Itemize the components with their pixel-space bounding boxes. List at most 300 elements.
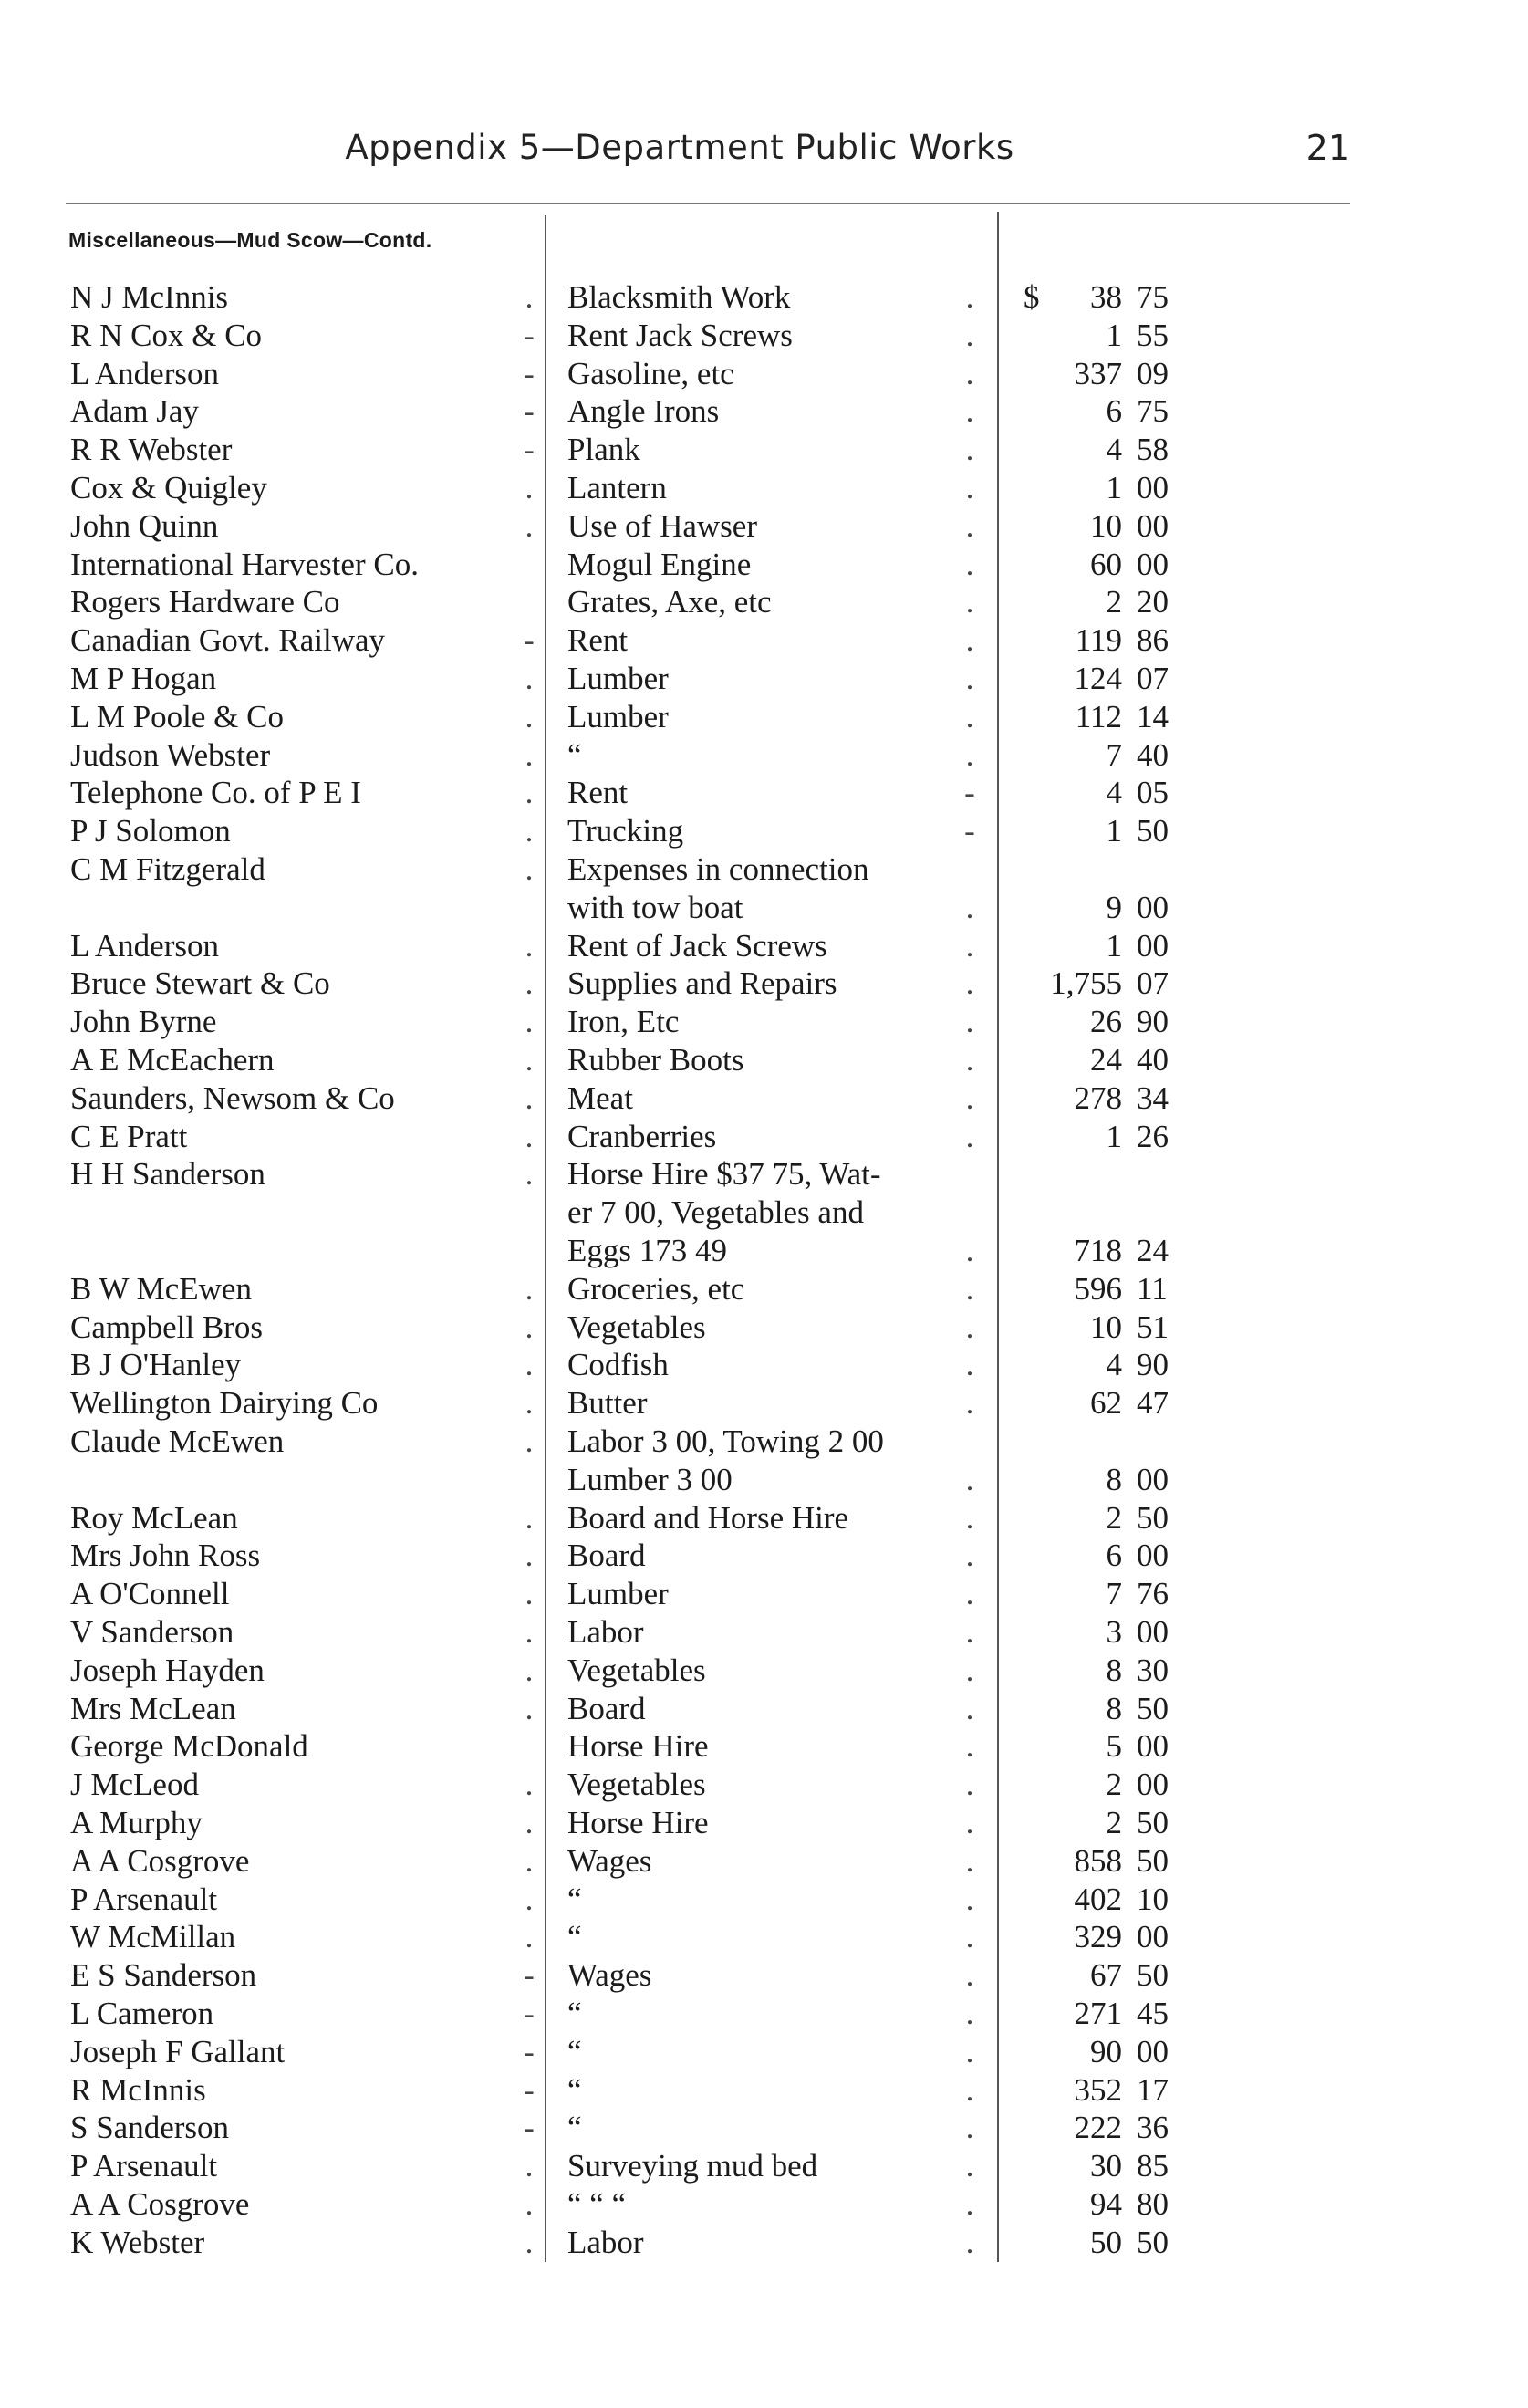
- ledger-row: [0, 1080, 1528, 1119]
- leader-mark: .: [965, 1996, 974, 2031]
- item-description: Vegetables: [567, 1652, 706, 1688]
- ledger-row: [0, 318, 1528, 356]
- leader-mark: .: [965, 2186, 974, 2222]
- item-description: Rent of Jack Screws: [567, 927, 827, 964]
- amount-cents: 90: [1137, 1004, 1169, 1040]
- amount-cents: 30: [1137, 1652, 1169, 1688]
- leader-mark: -: [524, 1996, 535, 2031]
- leader-mark: .: [965, 1614, 974, 1650]
- payee-name: J McLeod: [70, 1767, 199, 1803]
- item-description: “: [567, 1919, 582, 1955]
- item-description: Grates, Axe, etc: [567, 584, 772, 620]
- leader-mark: .: [965, 1767, 974, 1803]
- ledger-row: [0, 279, 1528, 318]
- leader-mark: -: [524, 317, 535, 353]
- amount-dollars: 124: [1074, 661, 1122, 696]
- amount-dollars: 222: [1074, 2110, 1122, 2146]
- leader-mark: .: [525, 1308, 534, 1345]
- amount-dollars: 1: [1106, 927, 1122, 964]
- payee-name: C M Fitzgerald: [70, 851, 265, 887]
- payee-name: John Byrne: [70, 1004, 217, 1040]
- item-description: Lantern: [567, 470, 667, 506]
- amount-cents: 50: [1137, 1499, 1169, 1536]
- item-description: Groceries, etc: [567, 1270, 745, 1307]
- item-description: Supplies and Repairs: [567, 965, 837, 1002]
- amount-cents: 55: [1137, 317, 1169, 353]
- leader-mark: .: [965, 1004, 974, 1040]
- amount-dollars: 94: [1090, 2186, 1122, 2222]
- amount-dollars: 352: [1074, 2071, 1122, 2108]
- ledger-row: [0, 699, 1528, 737]
- leader-mark: .: [965, 546, 974, 582]
- leader-mark: -: [524, 432, 535, 468]
- item-description: Codfish: [567, 1347, 669, 1383]
- ledger-row: [0, 584, 1528, 622]
- leader-mark: .: [965, 1652, 974, 1688]
- payee-name: A O'Connell: [70, 1576, 230, 1612]
- ledger-row: [0, 470, 1528, 508]
- leader-mark: .: [525, 1156, 534, 1193]
- leader-mark: .: [525, 1614, 534, 1650]
- payee-name: L Anderson: [70, 355, 219, 391]
- leader-mark: .: [965, 1881, 974, 1917]
- leader-mark: .: [525, 813, 534, 850]
- amount-cents: 50: [1137, 1805, 1169, 1840]
- leader-mark: .: [965, 2110, 974, 2146]
- ledger-row: [0, 1309, 1528, 1348]
- ledger-row: [0, 622, 1528, 661]
- ledger-row: [0, 1156, 1528, 1194]
- payee-name: R R Webster: [70, 432, 233, 468]
- payee-name: N J McInnis: [70, 279, 229, 315]
- leader-mark: .: [525, 1538, 534, 1574]
- ledger-row: [0, 356, 1528, 394]
- payee-name: B W McEwen: [70, 1270, 252, 1307]
- leader-mark: .: [965, 1461, 974, 1497]
- leader-mark: .: [525, 1576, 534, 1612]
- leader-mark: .: [525, 1270, 534, 1307]
- leader-mark: -: [524, 2033, 535, 2069]
- amount-cents: 17: [1137, 2071, 1169, 2108]
- amount-dollars: 2: [1106, 584, 1122, 620]
- amount-dollars: 6: [1106, 1538, 1122, 1574]
- amount-dollars: 337: [1074, 355, 1122, 391]
- amount-dollars: 7: [1106, 1576, 1122, 1612]
- amount-dollars: 8: [1106, 1690, 1122, 1726]
- ledger-row: [0, 1957, 1528, 1996]
- ledger-row: [0, 890, 1528, 928]
- payee-name: Joseph Hayden: [70, 1652, 265, 1688]
- amount-cents: 00: [1137, 889, 1169, 925]
- leader-mark: .: [965, 1308, 974, 1345]
- ledger-row: [0, 2110, 1528, 2148]
- leader-mark: .: [525, 1499, 534, 1536]
- leader-mark: .: [525, 507, 534, 544]
- amount-dollars: 858: [1074, 1842, 1122, 1879]
- item-description: “: [567, 2071, 582, 2108]
- page-number: 21: [1305, 128, 1350, 168]
- amount-cents: 26: [1137, 1118, 1169, 1154]
- leader-mark: .: [965, 1499, 974, 1536]
- leader-mark: .: [965, 355, 974, 391]
- ledger-row: [0, 1805, 1528, 1843]
- amount-cents: 00: [1137, 507, 1169, 544]
- payee-name: Saunders, Newsom & Co: [70, 1079, 395, 1116]
- amount-dollars: 10: [1090, 507, 1122, 544]
- leader-mark: .: [525, 1805, 534, 1840]
- item-description: Rent: [567, 622, 629, 659]
- amount-cents: 50: [1137, 1842, 1169, 1879]
- leader-mark: .: [525, 1652, 534, 1688]
- leader-mark: .: [525, 1767, 534, 1803]
- leader-mark: .: [525, 470, 534, 506]
- item-description: Lumber: [567, 698, 669, 735]
- leader-mark: -: [524, 1957, 535, 1994]
- payee-name: Mrs McLean: [70, 1690, 236, 1726]
- leader-mark: .: [965, 1118, 974, 1154]
- amount-cents: 36: [1137, 2110, 1169, 2146]
- amount-cents: 24: [1137, 1233, 1169, 1268]
- ledger-row: [0, 965, 1528, 1004]
- amount-cents: 76: [1137, 1576, 1169, 1612]
- amount-dollars: 2: [1106, 1499, 1122, 1536]
- item-description: Board: [567, 1690, 646, 1726]
- leader-mark: .: [525, 1118, 534, 1154]
- ledger-row: [0, 2148, 1528, 2186]
- item-description: Rubber Boots: [567, 1042, 744, 1078]
- payee-name: P Arsenault: [70, 1881, 218, 1917]
- leader-mark: .: [965, 1728, 974, 1765]
- leader-mark: .: [965, 889, 974, 925]
- payee-name: Judson Webster: [70, 736, 271, 773]
- ledger-row: [0, 1919, 1528, 1957]
- amount-cents: 14: [1137, 698, 1169, 735]
- running-head: Appendix 5—Department Public Works: [345, 128, 1014, 167]
- payee-name: A A Cosgrove: [70, 1842, 250, 1879]
- leader-mark: .: [965, 1042, 974, 1078]
- leader-mark: .: [525, 698, 534, 735]
- leader-mark: -: [524, 622, 535, 659]
- item-description: Blacksmith Work: [567, 279, 791, 315]
- leader-mark: .: [525, 1079, 534, 1116]
- amount-cents: 90: [1137, 1347, 1169, 1383]
- payee-name: H H Sanderson: [70, 1156, 265, 1193]
- amount-cents: 45: [1137, 1996, 1169, 2031]
- payee-name: L Anderson: [70, 927, 219, 964]
- item-description: Surveying mud bed: [567, 2148, 818, 2184]
- leader-mark: .: [965, 1347, 974, 1383]
- leader-mark: .: [525, 851, 534, 887]
- item-description: Rent: [567, 775, 629, 811]
- leader-mark: .: [965, 698, 974, 735]
- item-description: Angle Irons: [567, 393, 720, 430]
- amount-dollars: 67: [1090, 1957, 1122, 1994]
- leader-mark: .: [525, 736, 534, 773]
- amount-dollars: 718: [1074, 1233, 1122, 1268]
- payee-name: Adam Jay: [70, 393, 199, 430]
- amount-cents: 00: [1137, 2033, 1169, 2069]
- leader-mark: .: [965, 1270, 974, 1307]
- ledger-row: [0, 1042, 1528, 1080]
- ledger-row: [0, 1462, 1528, 1500]
- leader-mark: .: [965, 1919, 974, 1955]
- ledger-row: [0, 508, 1528, 547]
- leader-mark: .: [965, 2071, 974, 2108]
- payee-name: R N Cox & Co: [70, 317, 263, 353]
- payee-name: E S Sanderson: [70, 1957, 257, 1994]
- item-description: Wages: [567, 1842, 652, 1879]
- payee-name: Wellington Dairying Co: [70, 1385, 379, 1422]
- leader-mark: .: [965, 2148, 974, 2184]
- amount-dollars: 3: [1106, 1614, 1122, 1650]
- item-description: Wages: [567, 1957, 652, 1994]
- payee-name: K Webster: [70, 2224, 205, 2260]
- amount-cents: 00: [1137, 1728, 1169, 1765]
- item-description: “ “ “: [567, 2186, 627, 2222]
- amount-cents: 00: [1137, 1614, 1169, 1650]
- payee-name: Roy McLean: [70, 1499, 238, 1536]
- ledger-row: [0, 1767, 1528, 1805]
- leader-mark: .: [525, 1042, 534, 1078]
- amount-dollars: 402: [1074, 1881, 1122, 1917]
- item-description: Mogul Engine: [567, 546, 752, 582]
- ledger-row: [0, 1843, 1528, 1882]
- payee-name: Cox & Quigley: [70, 470, 267, 506]
- amount-dollars: 1: [1106, 813, 1122, 850]
- ledger-row: [0, 1576, 1528, 1614]
- ledger-row: [0, 1271, 1528, 1309]
- section-title: Miscellaneous—Mud Scow—Contd.: [68, 228, 432, 252]
- item-description: Cranberries: [567, 1118, 717, 1154]
- ledger-row: [0, 1614, 1528, 1652]
- leader-mark: -: [964, 813, 975, 850]
- item-description: Lumber 3 00: [567, 1461, 733, 1497]
- amount-dollars: 6: [1106, 393, 1122, 430]
- amount-dollars: 4: [1106, 775, 1122, 811]
- amount-dollars: 4: [1106, 1347, 1122, 1383]
- leader-mark: .: [525, 1690, 534, 1726]
- ledger-row: [0, 1194, 1528, 1233]
- ledger-row: [0, 1347, 1528, 1385]
- item-description: Gasoline, etc: [567, 355, 734, 391]
- amount-cents: 51: [1137, 1308, 1169, 1345]
- ledger-row: [0, 1691, 1528, 1729]
- amount-cents: 40: [1137, 1042, 1169, 1078]
- leader-mark: .: [525, 1385, 534, 1422]
- item-description: er 7 00, Vegetables and: [567, 1194, 864, 1231]
- payee-name: International Harvester Co.: [70, 546, 419, 582]
- item-description: Plank: [567, 432, 640, 468]
- payee-name: Campbell Bros: [70, 1308, 263, 1345]
- amount-dollars: 1: [1106, 317, 1122, 353]
- leader-mark: .: [525, 927, 534, 964]
- payee-name: A A Cosgrove: [70, 2186, 250, 2222]
- amount-dollars: 38: [1090, 279, 1122, 315]
- item-description: Vegetables: [567, 1767, 706, 1803]
- currency-symbol: $: [1024, 279, 1040, 315]
- amount-cents: 07: [1137, 661, 1169, 696]
- amount-cents: 00: [1137, 1461, 1169, 1497]
- leader-mark: .: [965, 1576, 974, 1612]
- amount-cents: 58: [1137, 432, 1169, 468]
- leader-mark: .: [965, 1805, 974, 1840]
- amount-dollars: 24: [1090, 1042, 1122, 1078]
- leader-mark: .: [965, 736, 974, 773]
- ledger-row: [0, 775, 1528, 813]
- amount-cents: 50: [1137, 2224, 1169, 2260]
- item-description: Horse Hire: [567, 1805, 709, 1840]
- leader-mark: .: [965, 622, 974, 659]
- leader-mark: .: [525, 1423, 534, 1459]
- payee-name: M P Hogan: [70, 661, 217, 696]
- amount-dollars: 60: [1090, 546, 1122, 582]
- ledger-row: [0, 2034, 1528, 2072]
- ledger-row: [0, 1004, 1528, 1042]
- amount-cents: 86: [1137, 622, 1169, 659]
- amount-cents: 85: [1137, 2148, 1169, 2184]
- leader-mark: .: [965, 279, 974, 315]
- leader-mark: .: [965, 1690, 974, 1726]
- amount-dollars: 50: [1090, 2224, 1122, 2260]
- leader-mark: -: [524, 393, 535, 430]
- amount-dollars: 1,755: [1050, 965, 1122, 1002]
- ledger-row: [0, 1882, 1528, 1920]
- leader-mark: .: [525, 1881, 534, 1917]
- leader-mark: .: [965, 965, 974, 1002]
- amount-dollars: 112: [1075, 698, 1122, 735]
- ledger-row: [0, 928, 1528, 966]
- ledger-row: [0, 2225, 1528, 2263]
- payee-name: Telephone Co. of P E I: [70, 775, 361, 811]
- amount-cents: 09: [1137, 355, 1169, 391]
- amount-dollars: 271: [1074, 1996, 1122, 2031]
- amount-dollars: 4: [1106, 432, 1122, 468]
- ledger-row: [0, 661, 1528, 699]
- amount-dollars: 7: [1106, 736, 1122, 773]
- item-description: Labor 3 00, Towing 2 00: [567, 1423, 884, 1459]
- leader-mark: .: [965, 507, 974, 544]
- payee-name: Joseph F Gallant: [70, 2033, 286, 2069]
- leader-mark: .: [525, 2186, 534, 2222]
- leader-mark: .: [965, 661, 974, 696]
- item-description: “: [567, 2033, 582, 2069]
- payee-name: B J O'Hanley: [70, 1347, 242, 1383]
- payee-name: George McDonald: [70, 1728, 308, 1765]
- amount-cents: 40: [1137, 736, 1169, 773]
- amount-dollars: 119: [1075, 622, 1122, 659]
- item-description: Vegetables: [567, 1308, 706, 1345]
- item-description: with tow boat: [567, 889, 743, 925]
- amount-cents: 47: [1137, 1385, 1169, 1422]
- amount-dollars: 10: [1090, 1308, 1122, 1345]
- ledger-row: [0, 1652, 1528, 1691]
- ledger-row: [0, 1385, 1528, 1423]
- leader-mark: .: [965, 1079, 974, 1116]
- item-description: Lumber: [567, 661, 669, 696]
- amount-dollars: 2: [1106, 1767, 1122, 1803]
- ledger-row: [0, 737, 1528, 776]
- leader-mark: -: [524, 2071, 535, 2108]
- ledger-row: [0, 1538, 1528, 1576]
- amount-dollars: 329: [1074, 1919, 1122, 1955]
- item-description: Meat: [567, 1079, 633, 1116]
- amount-cents: 00: [1137, 546, 1169, 582]
- amount-cents: 00: [1137, 470, 1169, 506]
- item-description: “: [567, 1881, 582, 1917]
- ledger-row: [0, 1423, 1528, 1462]
- item-description: Labor: [567, 1614, 644, 1650]
- item-description: “: [567, 736, 582, 773]
- amount-cents: 50: [1137, 1690, 1169, 1726]
- ledger-row: [0, 1996, 1528, 2034]
- item-description: Butter: [567, 1385, 648, 1422]
- amount-dollars: 26: [1090, 1004, 1122, 1040]
- leader-mark: .: [965, 393, 974, 430]
- ledger-row: [0, 393, 1528, 432]
- leader-mark: .: [525, 2224, 534, 2260]
- item-description: “: [567, 1996, 582, 2031]
- item-description: Board: [567, 1538, 646, 1574]
- amount-dollars: 8: [1106, 1461, 1122, 1497]
- leader-mark: .: [965, 1842, 974, 1879]
- leader-mark: .: [525, 775, 534, 811]
- item-description: Iron, Etc: [567, 1004, 680, 1040]
- amount-cents: 05: [1137, 775, 1169, 811]
- leader-mark: .: [965, 470, 974, 506]
- ledger-row: [0, 432, 1528, 470]
- payee-name: Canadian Govt. Railway: [70, 622, 386, 659]
- amount-cents: 50: [1137, 1957, 1169, 1994]
- item-description: Use of Hawser: [567, 507, 757, 544]
- amount-cents: 10: [1137, 1881, 1169, 1917]
- ledger-row: [0, 1119, 1528, 1157]
- amount-dollars: 596: [1074, 1270, 1122, 1307]
- amount-dollars: 5: [1106, 1728, 1122, 1765]
- payee-name: John Quinn: [70, 507, 219, 544]
- ledger-row: [0, 2072, 1528, 2111]
- item-description: Horse Hire: [567, 1728, 709, 1765]
- payee-name: Claude McEwen: [70, 1423, 285, 1459]
- ledger-row: [0, 1500, 1528, 1538]
- leader-mark: .: [965, 584, 974, 620]
- leader-mark: -: [964, 775, 975, 811]
- payee-name: A E McEachern: [70, 1042, 275, 1078]
- amount-cents: 50: [1137, 813, 1169, 850]
- ledger-row: [0, 813, 1528, 851]
- item-description: Expenses in connection: [567, 851, 869, 887]
- ledger-row: [0, 1233, 1528, 1271]
- amount-cents: 80: [1137, 2186, 1169, 2222]
- leader-mark: .: [965, 432, 974, 468]
- leader-mark: .: [525, 1842, 534, 1879]
- item-description: Board and Horse Hire: [567, 1499, 849, 1536]
- ledger-row: [0, 1728, 1528, 1767]
- ledger-row: [0, 547, 1528, 585]
- item-description: Trucking: [567, 813, 684, 850]
- amount-dollars: 62: [1090, 1385, 1122, 1422]
- payee-name: S Sanderson: [70, 2110, 230, 2146]
- leader-mark: .: [525, 1919, 534, 1955]
- amount-cents: 00: [1137, 1538, 1169, 1574]
- amount-dollars: 9: [1106, 889, 1122, 925]
- amount-cents: 07: [1137, 965, 1169, 1002]
- item-description: Lumber: [567, 1576, 669, 1612]
- leader-mark: .: [525, 661, 534, 696]
- payee-name: L Cameron: [70, 1996, 214, 2031]
- leader-mark: .: [965, 1385, 974, 1422]
- payee-name: R McInnis: [70, 2071, 206, 2108]
- amount-cents: 34: [1137, 1079, 1169, 1116]
